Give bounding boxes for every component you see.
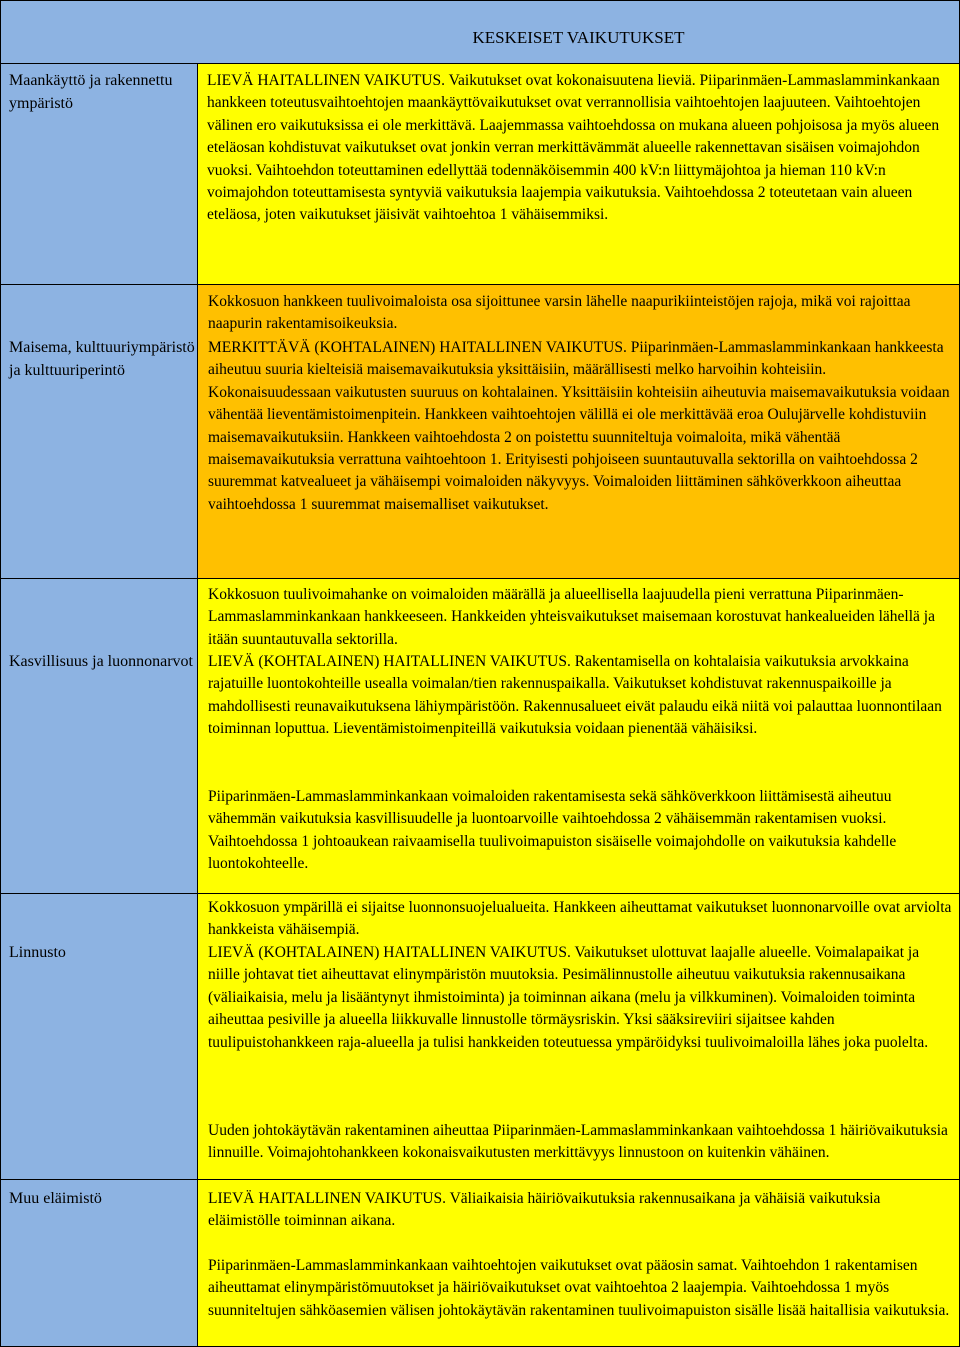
category-label: Maisema, kulttuuriympäristö ja kulttuuriperintö (9, 339, 195, 379)
impact-text: LIEVÄ (KOHTALAINEN) HAITALLINEN VAIKUTUS. Vaikutukset ulottuvat laajalle alueelle. Voimalapaikat ja niille johtavat tiet aiheuttavat elinympäristön muutoksia. Pesimälinnustolle aiheutuu vaikutuksia rakennusaikana (väliaikaisia, melu ja lisääntynyt ihmistoiminta) ja toiminnan aikana (melu ja vilkkuminen). Voimaloiden toiminta aiheuttaa pesiville ja alueella liikkuvalle linnustolle törmäysriskin. Yksi sääksireviiri sijaitsee kahden tuulipuistohankkeen raja-alueella ja tulisi hankkeiden toteutuessa ympäröidyksi tuulivoimaloilla lähes joka puolelta. (208, 944, 929, 1051)
impact-cell (198, 1180, 959, 1346)
impact-text-2: Piiparinmäen-Lammaslamminkankaan voimaloiden rakentamisesta sekä sähköverkkoon liittämisestä aiheutuu vähemmän vaikutuksia kasvillisuudelle ja luontoarvoille vaihtoehdossa 2 vähäisemmän rakentamisen vuoksi. Vaihtoehdossa 1 johtoaukean raivaamisella tuulivoimapuiston sisäiselle voimajohdolle on vaikutuksia kahdelle luontokohteelle. (208, 788, 897, 873)
impact-text-block-2 (198, 1255, 959, 1322)
table-row-vegetation (1, 579, 959, 894)
impact-text-block-2 (198, 1120, 959, 1165)
category-label: Kasvillisuus ja luonnonarvot (9, 653, 193, 670)
category-label: Muu eläimistö (9, 1190, 102, 1207)
impact-text-block (198, 337, 959, 516)
impact-text-block (198, 942, 959, 1054)
intro-text: Kokkosuon tuulivoimahanke on voimaloiden määrällä ja alueellisella laajuudella pieni verrattuna Piiparinmäen-Lammaslamminkankaan hankkeeseen. Hankkeiden yhteisvaikutukset maisemaan korostuvat hankealueiden lähellä ja itään suuntautuvalla sektorilla. (208, 586, 935, 648)
category-label: Maankäyttö ja rakennettu ympäristö (9, 72, 173, 112)
intro-text-block (198, 584, 959, 651)
impact-text: MERKITTÄVÄ (KOHTALAINEN) HAITALLINEN VAIKUTUS. Piiparinmäen-Lammaslamminkankaan hankkeesta aiheutuu suuria kielteisiä maisemavaikutuksia yksittäisiin, määrällisesti melko harvoihin kohteisiin. Kokonaisuudessaan vaikutusten suuruus on kohtalainen. Yksittäisiin kohteisiin aiheutuvia maisemavaikutuksia voidaan vähentää lieventämistoimenpitein. Hankkeen vaihtoehtojen välillä ei ole merkittävää eroa Oulujärvelle kohdistuviin maisemavaikutuksiin. Hankkeen vaihtoehdosta 2 on poistettu suunniteltuja voimaloita, mikä vähentää maisemavaikutuksia verrattuna vaihtoehtoon 1. Erityisesti pohjoiseen suuntautuvalla sektorilla on vaihtoehdossa 2 suuremmat katvealueet ja vähäisempi voimaloiden näkyvyys. Voimaloiden liittäminen sähköverkkoon aiheuttaa vaihtoehdossa 1 suuremmat maisemalliset vaikutukset. (208, 339, 950, 513)
impact-text-block (198, 1188, 959, 1233)
impact-text-2: Uuden johtokäytävän rakentaminen aiheuttaa Piiparinmäen-Lammaslamminkankaan vaihtoehdossa 1 häiriövaikutuksia linnuille. Voimajohtohankkeen kokonaisvaikutusten merkittävyys linnustoon on kuitenkin vähäinen. (208, 1122, 948, 1162)
impact-cell (198, 285, 959, 578)
impact-text-2: Piiparinmäen-Lammaslamminkankaan vaihtoehtojen vaikutukset ovat pääosin samat. Vaihtoehdon 1 rakentamisen aiheuttamat elinympäristömuutokset ja häiriövaikutukset ovat vaihtoehtoa 2 laajempia. Vaihtoehdossa 1 myös suunniteltujen sähköasemien välisen johtokäytävän rakentaminen tuulivoimapuiston sisälle lisää haitallisia vaikutuksia. (208, 1257, 950, 1319)
table-row-land-use (1, 64, 959, 285)
table-row-landscape (1, 285, 959, 579)
table-header (1, 1, 959, 64)
impact-text: LIEVÄ (KOHTALAINEN) HAITALLINEN VAIKUTUS. Rakentamisella on kohtalaisia vaikutuksia arvokkaina rajatuille luontokohteille usealla voimalan/tien rakennuspaikalla. Vaikutukset kohdistuvat rakennuspaikoille ja mahdollisesti reunavaikutuksena lähiympäristöön. Rakennusalueet eivät palaudu eikä niitä voi palauttaa luonnontilaan toiminnan loputtua. Lieventämistoimenpiteillä vaikutuksia voidaan pienentää vähäisiksi. (208, 653, 942, 738)
intro-text: Kokkosuon ympärillä ei sijaitse luonnonsuojelualueita. Hankkeen aiheuttamat vaikutukset luonnonarvoille ovat arviolta hankkeista vähäisempiä. (208, 899, 952, 939)
table-row-birds (1, 894, 959, 1180)
impact-text-block-2 (198, 786, 959, 876)
impact-cell (198, 579, 959, 893)
table-title: KESKEISET VAIKUTUKSET (472, 28, 685, 47)
category-cell (1, 1180, 198, 1346)
impact-text: LIEVÄ HAITALLINEN VAIKUTUS. Väliaikaisia häiriövaikutuksia rakennusaikana ja vähäisiä vaikutuksia eläimistölle toiminnan aikana. (208, 1190, 881, 1230)
impact-text: LIEVÄ HAITALLINEN VAIKUTUS. Vaikutukset ovat kokonaisuutena lieviä. Piiparinmäen-Lammaslamminkankaan hankkeen toteutusvaihtoehtojen maankäyttövaikutukset ovat verrannollisia vaihtoehtojen laajuuteen. Vaihtoehtojen välinen ero vaikutuksissa ei ole merkittävä. Laajemmassa vaihtoehdossa on mukana alueen pohjoisosa ja myös alueen eteläosan kohdistuvat vaikutukset ovat jonkin verran merkittävämmät alueelle rakennettavan sisäisen voimajohdon vuoksi. Vaihtoehdon toteuttaminen edellyttää todennäköisemmin 400 kV:n liittymäjohtoa ja hieman 110 kV:n voimajohdon toteuttamisesta syntyviä vaikutuksia laajempia vaikutuksia. Vaihtoehdossa 2 toteutetaan vain alueen eteläosa, joten vaikutukset jäisivät vaihtoehtoa 1 vähäisemmiksi. (207, 72, 940, 224)
category-cell (1, 579, 198, 893)
category-cell (1, 64, 198, 284)
category-cell (1, 894, 198, 1179)
intro-text: Kokkosuon hankkeen tuulivoimaloista osa sijoittunee varsin lähelle naapurikiinteistöjen rajoja, mikä voi rajoittaa naapurin rakentamisoikeuksia. (208, 293, 911, 333)
category-label: Linnusto (9, 944, 66, 961)
impact-text-block (198, 651, 959, 741)
table-row-other-fauna (1, 1180, 959, 1346)
impact-cell (198, 894, 959, 1179)
intro-text-block (198, 291, 959, 336)
category-cell (1, 285, 198, 578)
intro-text-block (198, 897, 959, 942)
impact-cell (198, 64, 959, 284)
